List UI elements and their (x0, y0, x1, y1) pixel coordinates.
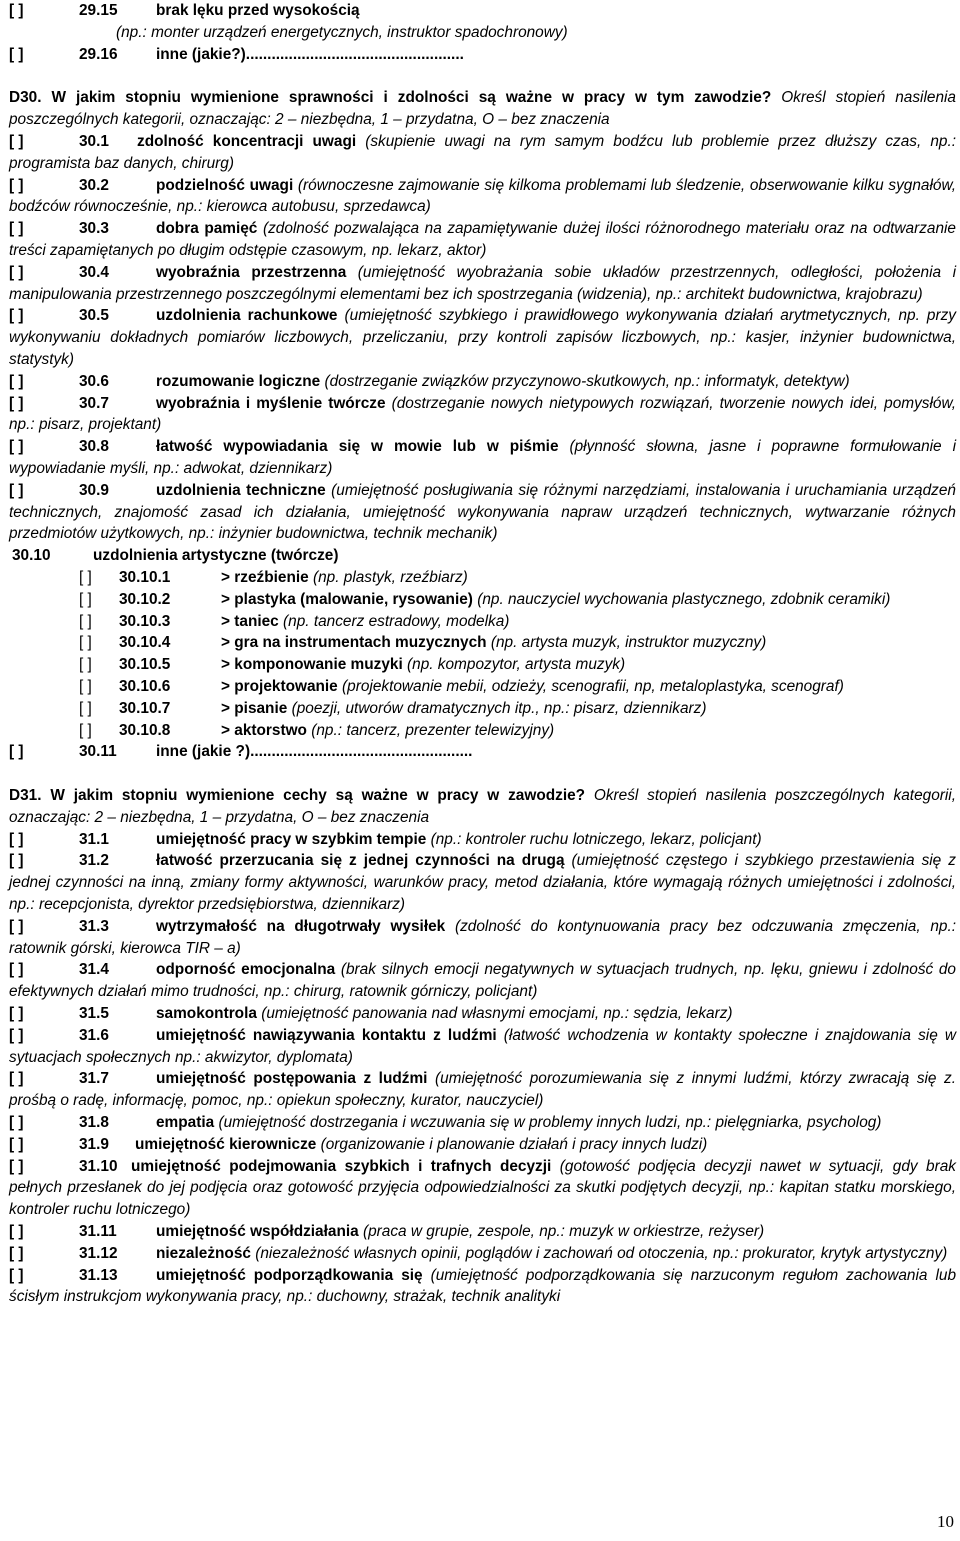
item-number: 30.9 (79, 481, 109, 499)
list-item (9, 305, 956, 370)
list-item (9, 1112, 956, 1134)
item-title: > taniec (221, 612, 279, 630)
item-number: 30.10 (12, 547, 51, 565)
list-item (9, 131, 956, 175)
item-number: 30.10.2 (119, 590, 171, 608)
item-title: umiejętność pracy w szybkim tempie (156, 830, 427, 848)
item-title: uzdolnienia rachunkowe (156, 307, 338, 325)
checkbox-bracket[interactable]: [ ] (9, 1026, 24, 1044)
item-number: 31.10 (79, 1157, 118, 1175)
item-number: 31.12 (79, 1244, 118, 1262)
checkbox-bracket[interactable]: [ ] (79, 590, 92, 608)
list-item (9, 393, 956, 437)
item-title: brak lęku przed wysokością (156, 2, 360, 19)
item-description: (umiejętność podporządkowania się narzuconym regułom zachowania lub ścisłym instrukcjom wykonywania pracy, np.: duchowny, strażak, technik analityki (9, 1266, 956, 1306)
item-description: (umiejętność porozumiewania się z innymi ludźmi, którzy zwracają się z. prośbą o radę, informację, pomoc, np.: opiekun społeczny, kurator, nauczyciel) (9, 1070, 956, 1110)
item-description: (równoczesne zajmowanie się kilkoma problemami lub śledzenie, obserwowanie kilku sygnałów, bodźców równocześnie, np.: kierowca autobusu, sprzedawca) (9, 176, 956, 216)
item-description: (gotowość podjęcia decyzji nawet w sytuacji, gdy brak pełnych przesłanek do jej podjęcia oraz gotowość przyjęcia odpowiedzialności za skutki podjętych decyzji, np.: kapitan statku morskiego, kontroler ruchu lotniczego) (9, 1157, 956, 1219)
checkbox-bracket[interactable]: [ ] (9, 961, 24, 979)
item-number: 30.8 (79, 438, 109, 456)
checkbox-bracket[interactable]: [ ] (9, 176, 24, 194)
item-title: > projektowanie (221, 677, 338, 695)
list-item (9, 916, 956, 960)
item-title: > aktorstwo (221, 721, 307, 739)
item-number: 31.2 (79, 852, 109, 870)
list-item (9, 436, 956, 480)
item-description: (umiejętność szybkiego i prawidłowego wykonywania działań arytmetycznych, np. przy wykonywaniu dokładnych pomiarów liczbowych, przeliczaniu, przy kontroli zapisów liczbowych, np.: kasjer, inżynier budownictwa, statystyk) (9, 307, 956, 368)
list-item (9, 218, 956, 262)
item-title: odporność emocjonalna (156, 961, 336, 979)
sub-item (9, 632, 956, 654)
section-heading (9, 87, 956, 131)
checkbox-bracket[interactable]: [ ] (9, 1157, 24, 1175)
list-item (9, 1003, 956, 1025)
list-item (9, 850, 956, 915)
item-number: 30.1 (79, 132, 109, 150)
list-item (9, 1068, 956, 1112)
item-description: (np.: kontroler ruchu lotniczego, lekarz, policjant) (426, 830, 762, 848)
checkbox-bracket[interactable]: [ ] (9, 1223, 24, 1241)
item-title: inne (jakie?)................................................... (156, 45, 464, 63)
list-item (9, 371, 956, 393)
item-number: 31.8 (79, 1114, 109, 1132)
item-title: > gra na instrumentach muzycznych (221, 634, 487, 652)
item-note-text: (np.: monter urządzeń energetycznych, instruktor spadochronowy) (116, 23, 568, 41)
item-title: empatia (156, 1114, 215, 1132)
checkbox-bracket[interactable]: [ ] (9, 1070, 24, 1088)
sub-item (9, 720, 956, 742)
list-item (9, 44, 956, 66)
list-item (9, 1156, 956, 1221)
checkbox-bracket[interactable]: [ ] (9, 45, 24, 63)
list-item (9, 1243, 956, 1265)
checkbox-bracket[interactable]: [ ] (79, 568, 92, 586)
list-item (9, 959, 956, 1003)
list-item (9, 1221, 956, 1243)
checkbox-bracket[interactable]: [ ] (9, 481, 24, 499)
item-number: 29.16 (79, 45, 118, 63)
item-number: 30.10.8 (119, 721, 171, 739)
item-title: wyobraźnia przestrzenna (156, 263, 347, 281)
item-description: (organizowanie i planowanie działań i pracy innych ludzi) (316, 1135, 708, 1153)
item-number: 30.10.6 (119, 677, 171, 695)
item-number: 31.7 (79, 1070, 109, 1088)
checkbox-bracket[interactable]: [ ] (9, 220, 24, 238)
item-description: (umiejętność dostrzegania i wczuwania się w problemy innych ludzi, np.: pielęgniarka, psycholog) (214, 1114, 882, 1132)
item-title: > pisanie (221, 699, 288, 717)
item-title: > plastyka (malowanie, rysowanie) (221, 590, 473, 608)
checkbox-bracket[interactable]: [ ] (9, 263, 24, 281)
item-title: inne (jakie ?).................................................... (156, 743, 473, 761)
item-number: 30.10.3 (119, 612, 171, 630)
item-number: 31.9 (79, 1135, 109, 1153)
checkbox-bracket[interactable]: [ ] (79, 634, 92, 652)
document-page (9, 0, 956, 1308)
checkbox-bracket[interactable]: [ ] (9, 1135, 24, 1153)
item-description: (zdolność do kontynuowania pracy bez odczuwania zmęczenia, np.: ratownik górski, kierowca TIR – a) (9, 917, 956, 957)
item-description: (np. nauczyciel wychowania plastycznego, zdobnik ceramiki) (472, 590, 891, 608)
checkbox-bracket[interactable]: [ ] (9, 743, 24, 761)
checkbox-bracket[interactable]: [ ] (9, 2, 24, 19)
checkbox-bracket[interactable]: [ ] (9, 917, 24, 935)
item-number: 30.10.4 (119, 634, 171, 652)
item-description: (łatwość wchodzenia w kontakty społeczne i znajdowania się w sytuacjach społecznych np.: akwizytor, dyplomata) (9, 1026, 957, 1066)
item-number: 29.15 (79, 2, 118, 19)
item-description: (dostrzeganie nowych nietypowych rozwiązań, tworzenie nowych idei, pomysłów, np.: pisarz, projektant) (9, 394, 956, 434)
item-title: zdolność koncentracji uwagi (137, 132, 357, 150)
item-title: uzdolnienia artystyczne (twórcze) (93, 547, 339, 565)
list-item (9, 829, 956, 851)
item-number: 30.6 (79, 372, 109, 390)
sub-item (9, 589, 956, 611)
item-title: łatwość wypowiadania się w mowie lub w piśmie (156, 438, 559, 456)
item-title: uzdolnienia techniczne (156, 481, 326, 499)
checkbox-bracket[interactable]: [ ] (79, 612, 92, 630)
checkbox-bracket[interactable]: [ ] (79, 677, 92, 695)
item-number: 30.10.1 (119, 568, 171, 586)
section-heading (9, 785, 956, 829)
list-item (9, 0, 956, 22)
item-title: umiejętność podporządkowania się (156, 1266, 423, 1284)
item-number: 30.4 (79, 263, 109, 281)
item-description: (skupienie uwagi na rym samym bodźcu lub problemie przez dłuższy czas, np.: programista baz danych, chirurg) (9, 132, 956, 172)
list-item (9, 1265, 956, 1309)
item-title: umiejętność nawiązywania kontaktu z ludźmi (156, 1026, 497, 1044)
item-title: podzielność uwagi (156, 176, 294, 194)
item-description: (umiejętność wyobrażania sobie układów przestrzennych, odległości, położenia i manipulowania przestrzennego poszczególnymi elementami bez ich spostrzegania (widzenia), np.: architekt budownictwa, krajobrazu) (9, 263, 957, 303)
item-title: rozumowanie logiczne (156, 372, 321, 390)
spacer (9, 65, 956, 87)
item-description: (projektowanie mebii, odzieży, scenografii, np, metaloplastyka, scenograf) (337, 677, 844, 695)
item-description: (umiejętność panowania nad własnymi emocjami, np.: sędzia, lekarz) (256, 1005, 733, 1023)
checkbox-bracket[interactable]: [ ] (79, 656, 92, 674)
checkbox-bracket[interactable]: [ ] (9, 1005, 24, 1023)
item-title: wytrzymałość na długotrwały wysiłek (156, 917, 446, 935)
sub-item (9, 676, 956, 698)
item-number: 31.1 (79, 830, 109, 848)
sub-item (9, 567, 956, 589)
item-title: > komponowanie muzyki (221, 656, 403, 674)
item-number: 31.3 (79, 917, 109, 935)
item-title: łatwość przerzucania się z jednej czynności na drugą (156, 852, 565, 870)
list-item (9, 1025, 956, 1069)
subsection-heading (9, 545, 956, 567)
checkbox-bracket[interactable]: [ ] (79, 699, 92, 717)
item-number: 30.10.7 (119, 699, 171, 717)
item-description: (np. kompozytor, artysta muzyk) (402, 656, 626, 674)
item-description: (np.: tancerz, prezenter telewizyjny) (306, 721, 555, 739)
list-item (9, 480, 956, 545)
checkbox-bracket[interactable]: [ ] (79, 721, 92, 739)
item-title: > rzeźbienie (221, 568, 309, 586)
checkbox-bracket[interactable]: [ ] (9, 852, 24, 870)
item-number: 30.2 (79, 176, 109, 194)
item-title: dobra pamięć (156, 220, 258, 238)
item-description: (poezji, utworów dramatycznych itp., np.: pisarz, dziennikarz) (287, 699, 707, 717)
list-item (9, 175, 956, 219)
checkbox-bracket[interactable]: [ ] (9, 438, 24, 456)
checkbox-bracket[interactable]: [ ] (9, 1244, 24, 1262)
section-question: D30. W jakim stopniu wymienione sprawności i zdolności są ważne w pracy w tym zawodzie? (9, 89, 772, 107)
item-number: 31.11 (79, 1223, 117, 1241)
section-instruction: Określ stopień nasilenia poszczególnych kategorii, oznaczając: 2 – niezbędna, 1 – przydatna, O – bez znaczenia (9, 89, 956, 129)
item-title: umiejętność kierownicze (135, 1135, 317, 1153)
item-number: 30.3 (79, 220, 109, 238)
section-question: D31. W jakim stopniu wymienione cechy są ważne w pracy w zawodzie? (9, 787, 586, 805)
item-description: (praca w grupie, zespole, np.: muzyk w orkiestrze, reżyser) (358, 1223, 765, 1241)
item-description: (brak silnych emocji negatywnych w sytuacjach trudnych, np. lęku, gniewu i zdolność do efektywnych działań mimo trudności, np.: chirurg, ratownik górniczy, policjant) (9, 961, 956, 1001)
item-number: 30.11 (79, 743, 117, 761)
item-description: (np. tancerz estradowy, modelka) (278, 612, 510, 630)
sub-item (9, 698, 956, 720)
item-title: wyobraźnia i myślenie twórcze (156, 394, 386, 412)
item-title: umiejętność współdziałania (156, 1223, 359, 1241)
checkbox-bracket[interactable]: [ ] (9, 394, 24, 412)
item-description: (zdolność pozwalająca na zapamiętywanie dużej ilości różnorodnego materiału oraz na odtwarzanie treści zapamiętanych po długim odstępie czasowym, np. lekarz, aktor) (9, 220, 956, 259)
sub-item (9, 654, 956, 676)
item-number: 31.4 (79, 961, 109, 979)
item-title: umiejętność postępowania z ludźmi (156, 1070, 428, 1088)
item-description: (dostrzeganie związków przyczynowo-skutkowych, np.: informatyk, detektyw) (320, 372, 850, 390)
checkbox-bracket[interactable]: [ ] (9, 830, 24, 848)
item-description: (np. artysta muzyk, instruktor muzyczny) (486, 634, 767, 652)
item-description: (niezależność własnych opinii, poglądów i zachowań od otoczenia, np.: prokurator, krytyk artystyczny) (250, 1244, 948, 1262)
checkbox-bracket[interactable]: [ ] (9, 1266, 24, 1284)
item-description: (płynność słowna, jasne i poprawne formułowanie i wypowiadanie myśli, np.: adwokat, dziennikarz) (9, 438, 956, 477)
item-title: umiejętność podejmowania szybkich i trafnych decyzji (131, 1157, 552, 1175)
checkbox-bracket[interactable]: [ ] (9, 132, 24, 150)
list-item (9, 262, 956, 306)
item-number: 31.5 (79, 1005, 109, 1023)
list-item (9, 741, 956, 763)
spacer (9, 763, 956, 785)
item-number: 30.7 (79, 394, 109, 412)
item-number: 31.6 (79, 1026, 109, 1044)
item-description: (umiejętność posługiwania się różnymi narzędziami, instalowania i uruchamiania urządzeń technicznych, znajomość zasad ich działania, umiejętność wykonywania napraw urządzeń technicznych, wytwarzanie różnych przedmiotów użytkowych, np.: inżynier budownictwa, technik mechanik) (9, 481, 956, 543)
list-item (9, 1134, 956, 1156)
sub-item (9, 611, 956, 633)
item-number: 30.10.5 (119, 656, 171, 674)
page-number: 10 (937, 1512, 954, 1531)
item-description: (umiejętność częstego i szybkiego przestawienia się z jednej czynności na inną, zmiany formy aktywności, warunków pracy, metod działania, które wymagają różnych umiejętności i zdolności, np.: recepcjonista, dyrektor przedsiębiorstwa, dziennikarz) (9, 852, 956, 914)
checkbox-bracket[interactable]: [ ] (9, 372, 24, 390)
item-number: 31.13 (79, 1266, 118, 1284)
item-number: 30.5 (79, 307, 109, 325)
checkbox-bracket[interactable]: [ ] (9, 1114, 24, 1132)
item-description: (np. plastyk, rzeźbiarz) (308, 568, 468, 586)
item-title: niezależność (156, 1244, 251, 1262)
checkbox-bracket[interactable]: [ ] (9, 307, 24, 325)
section-instruction: Określ stopień nasilenia poszczególnych kategorii, oznaczając: 2 – niezbędna, 1 – przydatna, O – bez znaczenia (9, 787, 956, 826)
item-title: samokontrola (156, 1005, 257, 1023)
item-note (9, 22, 956, 44)
